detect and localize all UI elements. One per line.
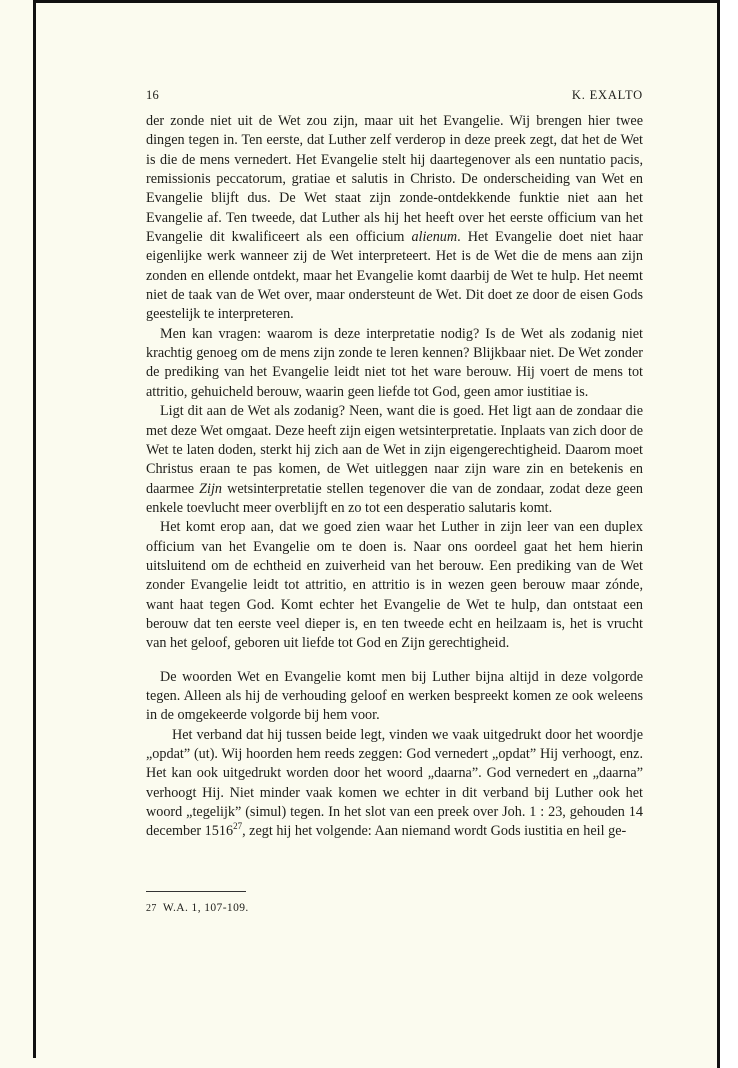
scan-edge-top [36, 0, 738, 3]
body-text [146, 112, 643, 842]
italic-term: alienum [411, 229, 458, 246]
text-run: , zegt hij het volgende: Aan niemand wordt Gods iustitia en heil ge- [242, 823, 627, 840]
text-run: Men kan vragen: waarom is deze interpretatie nodig? Is de Wet als zodanig niet krachtig genoeg om de mens zijn zonde te leren kennen? Blijkbaar niet. De Wet zonder de prediking van het Evangelie leidt niet tot het ware berouw. Hij voert de mens tot attritio, gehuicheld berouw, waarin geen liefde tot God, geen amor iustitiae is. [146, 325, 643, 400]
paragraph [146, 668, 643, 726]
footnote [146, 902, 643, 914]
paragraph [146, 112, 643, 325]
text-run: Het verband dat hij tussen beide legt, vinden we vaak uitgedrukt door het woordje „opdat” (ut). Wij hoorden hem reeds zeggen: God vernedert „opdat” Hij verhoogt, enz. Het kan ook uitgedrukt worden door het woord „daarna”. God vernedert en „daarna” verhoogt Hij. Niet minder vaak komen we echter in dit verband bij Luther ook het woord „tegelijk” (simul) tegen. In het slot van een preek over Joh. 1 : 23, gehouden 14 december 1516 [146, 726, 643, 840]
text-run: der zonde niet uit de Wet zou zijn, maar uit het Evangelie. Wij brengen hier twee dingen tegen in. Ten eerste, dat Luther zelf verderop in deze preek zegt, dat het de Wet is die de mens vernedert. Het Evangelie stelt hij daartegenover als een nuntatio pacis, remissionis peccatorum, gratiae et salutis in Christo. De onderscheiding van Wet en Evangelie blijft dus. De Wet staat zijn zonde-ontdekkende funktie niet aan het Evangelie af. Ten tweede, dat Luther als hij het heeft over het eerste officium van het Evangelie dit kwalificeert als een officium [146, 113, 643, 246]
text-run: . Het Evangelie doet niet haar eigenlijke werk wanneer zij de Wet interpreteert. Het is de Wet die de mens aan zijn zonden en ellende ontdekt, maar het Evangelie komt daarbij de Wet te hulp. Het neemt niet de taak van de Wet over, maar ondersteunt de Wet. Dit doet ze door de eisen Gods geestelijk te interpreteren. [146, 229, 643, 323]
footnote-text: W.A. 1, 107-109. [162, 902, 249, 914]
scan-margin [720, 0, 738, 1068]
text-run: wetsinterpretatie stellen tegenover die van de zondaar, zodat deze geen enkele toevlucht meer overblijft en zo tot een desperatio salutaris komt. [146, 480, 643, 516]
running-head: K. EXALTO [571, 88, 643, 102]
page-number: 16 [146, 88, 160, 102]
footnote-rule [146, 891, 246, 892]
paragraph [146, 325, 643, 402]
footnote-number: 27 [146, 903, 157, 914]
text-run: Ligt dit aan de Wet als zodanig? Neen, want die is goed. Het ligt aan de zondaar die met deze Wet omgaat. Deze heeft zijn eigen wetsinterpretatie. Inplaats van zich door de Wet te laten doden, sterkt hij zich aan de Wet in zijn eigengerechtigheid. Daarom moet Christus eraan te pas komen, de Wet uitleggen naar zijn ware zin en betekenis en daarmee [146, 403, 643, 497]
italic-term: Zijn [199, 480, 223, 497]
paragraph [146, 402, 643, 518]
footnote-reference: 27 [233, 821, 243, 832]
paragraph [146, 726, 643, 842]
text-run: De woorden Wet en Evangelie komt men bij Luther bijna altijd in deze volgorde tegen. Alleen als hij de verhouding geloof en werken bespreekt komen ze ook weleens in de omgekeerde volgorde bij hem voor. [146, 668, 643, 724]
page-header [146, 88, 643, 106]
scan-edge-left [33, 0, 36, 1058]
text-run: Het komt erop aan, dat we goed zien waar het Luther in zijn leer van een duplex officium van het Evangelie om te doen is. Naar ons oordeel gaat het hem hierin uitsluitend om de echtheid en zuiverheid van het berouw. Een prediking van de Wet zonder Evangelie leidt tot attritio, en attritio is in wezen geen berouw maar zónde, want haat tegen God. Komt echter het Evangelie de Wet te hulp, dan ontstaat een berouw dat ten eerste veel dieper is, en ten tweede echt en heilzaam is, het is vrucht van het geloof, geboren uit liefde tot God en Zijn gerechtigheid. [146, 519, 643, 652]
paragraph [146, 518, 643, 653]
